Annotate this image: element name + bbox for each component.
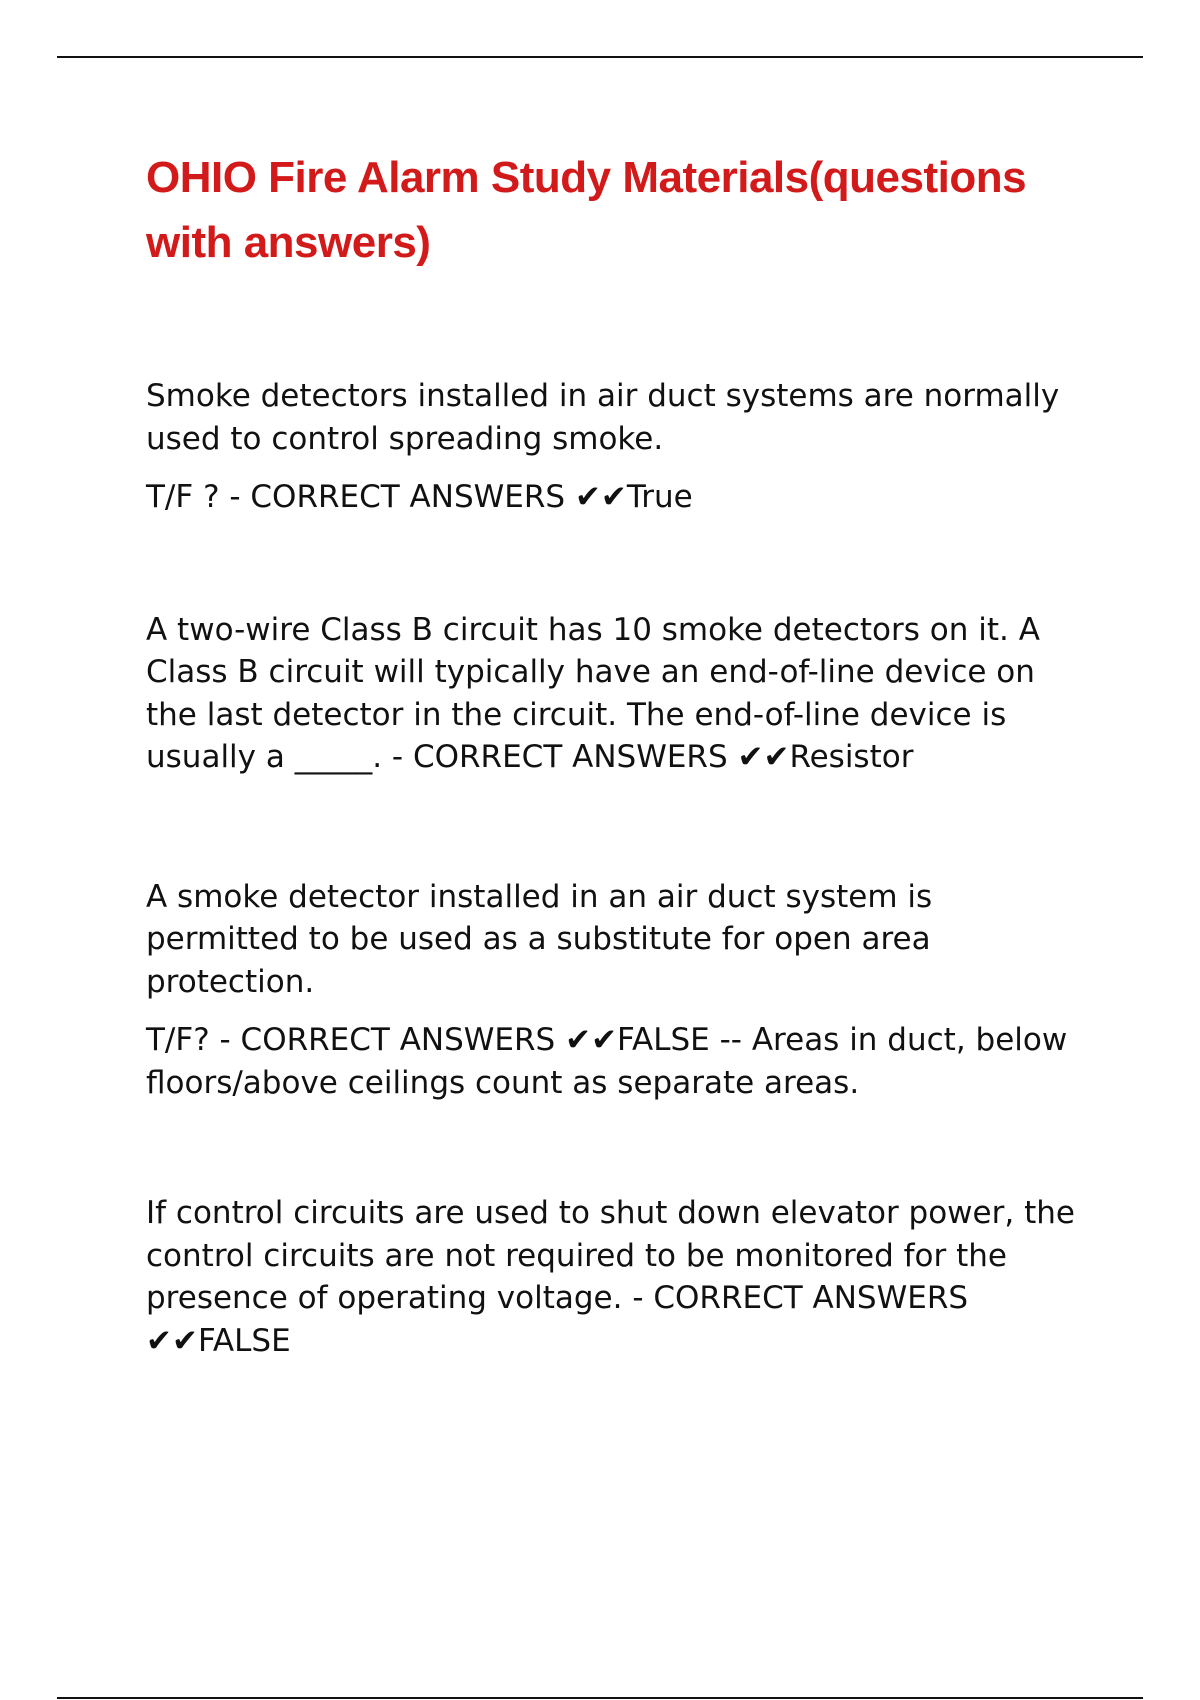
- question-text: Smoke detectors installed in air duct systems are normally used to control spreading smoke.: [146, 378, 1060, 457]
- question-answer-text: If control circuits are used to shut down elevator power, the control circuits are not required to be monitored for the presence of operating voltage. - CORRECT ANSWERS ✔✔FALSE: [146, 1195, 1075, 1359]
- answer-text: T/F ? - CORRECT ANSWERS ✔✔True: [146, 479, 693, 515]
- qa-item: [146, 375, 1086, 519]
- answer-text: T/F? - CORRECT ANSWERS ✔✔FALSE -- Areas in duct, below floors/above ceilings count as separate areas.: [146, 1022, 1068, 1101]
- qa-list: [146, 375, 1086, 1362]
- question-answer-text: A two-wire Class B circuit has 10 smoke detectors on it. A Class B circuit will typically have an end-of-line device on the last detector in the circuit. The end-of-line device is usually a _____. - CORRECT ANSWERS ✔✔Resistor: [146, 611, 1040, 775]
- document-body: [146, 145, 1086, 1450]
- document-title: OHIO Fire Alarm Study Materials(questions with answers): [146, 153, 1027, 267]
- qa-item: [146, 609, 1086, 779]
- question-text: A smoke detector installed in an air duct system is permitted to be used as a substitute for open area protection.: [146, 878, 933, 1000]
- qa-item: [146, 1192, 1086, 1362]
- top-rule: [57, 56, 1143, 58]
- qa-item: [146, 876, 1086, 1105]
- bottom-rule: [57, 1697, 1143, 1699]
